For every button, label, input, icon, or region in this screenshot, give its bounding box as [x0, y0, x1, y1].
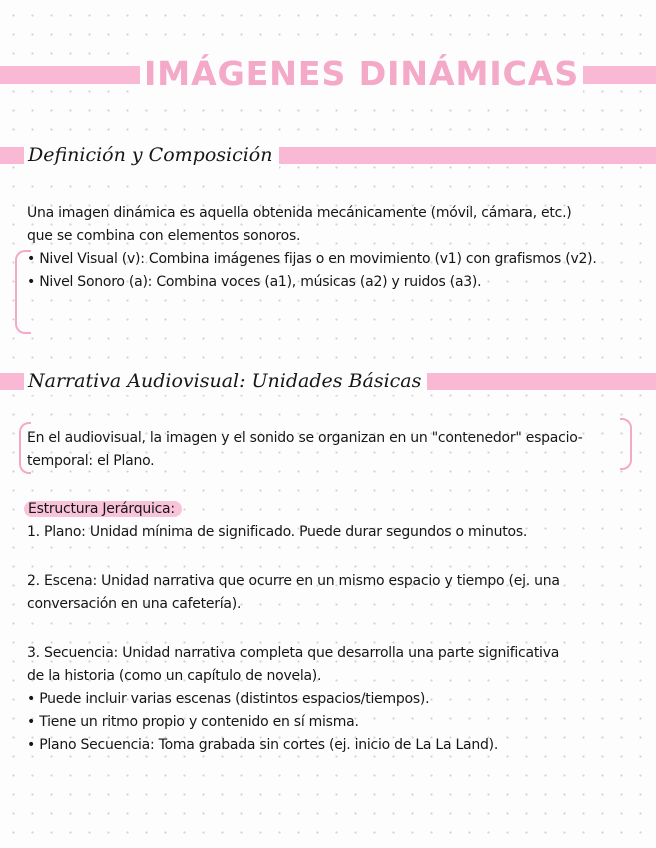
section2-intro-line-1: En el audiovisual, la imagen y el sonido se organizan en un "contenedor" espacio-: [27, 430, 583, 446]
section2-intro-line-2: temporal: el Plano.: [27, 453, 155, 469]
secuencia-bullet-3: • Plano Secuencia: Toma grabada sin cortes (ej. inicio de La La Land).: [27, 737, 499, 753]
section1-heading: Definición y Composición: [24, 141, 279, 169]
item-escena-line-2: conversación en una cafetería).: [27, 596, 242, 612]
secuencia-bullet-2: • Tiene un ritmo propio y contenido en sí misma.: [27, 714, 359, 730]
section1-line-2: que se combina con elementos sonoros.: [27, 228, 301, 244]
secuencia-bullet-1: • Puede incluir varias escenas (distintos espacios/tiempos).: [27, 691, 430, 707]
section1-bullet-visual: • Nivel Visual (v): Combina imágenes fijas o en movimiento (v1) con grafismos (v2).: [27, 251, 597, 267]
structure-label-text: Estructura Jerárquica:: [24, 501, 182, 517]
section2-heading: Narrativa Audiovisual: Unidades Básicas: [24, 367, 427, 395]
item-plano: 1. Plano: Unidad mínima de significado. Puede durar segundos o minutos.: [27, 524, 528, 540]
item-escena-line-1: 2. Escena: Unidad narrativa que ocurre en un mismo espacio y tiempo (ej. una: [27, 573, 560, 589]
section1-line-1: Una imagen dinámica es aquella obtenida mecánicamente (móvil, cámara, etc.): [27, 205, 572, 221]
page-title: IMÁGENES DINÁMICAS: [140, 52, 583, 96]
item-secuencia-line-1: 3. Secuencia: Unidad narrativa completa que desarrolla una parte significativa: [27, 645, 560, 661]
item-secuencia-line-2: de la historia (como un capítulo de novela).: [27, 668, 322, 684]
structure-label: [24, 498, 182, 521]
intro-bracket-right: [620, 418, 632, 470]
section1-bullet-sonoro: • Nivel Sonoro (a): Combina voces (a1), músicas (a2) y ruidos (a3).: [27, 274, 482, 290]
